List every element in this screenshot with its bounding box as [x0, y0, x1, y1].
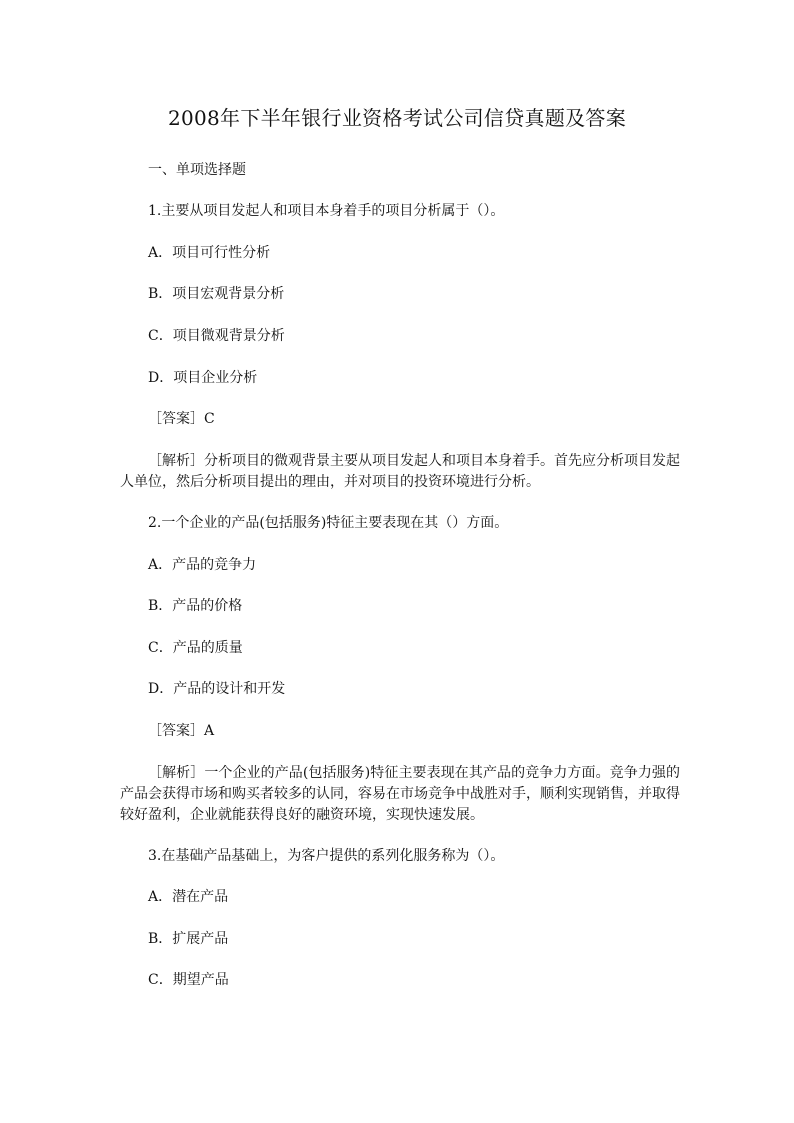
question-1-answer: ［答案］C — [148, 411, 215, 427]
question-2-analysis: ［解析］一个企业的产品(包括服务)特征主要表现在其产品的竞争力方面。竞争力强的产品会获得市场和购买者较多的认同，容易在市场竞争中战胜对手，顺利实现销售，并取得较好盈利，企业就能获得良好的融资环境，实现快速发展。 — [120, 765, 680, 823]
question-2-answer: ［答案］A — [148, 723, 215, 739]
question-1-analysis: ［解析］分析项目的微观背景主要从项目发起人和项目本身着手。首先应分析项目发起人单位，然后分析项目提出的理由，并对项目的投资环境进行分析。 — [120, 453, 680, 490]
question-1-option-c: C．项目微观背景分析 — [148, 328, 285, 344]
question-2-stem: 2.一个企业的产品(包括服务)特征主要表现在其（）方面。 — [148, 515, 509, 531]
question-3-option-c: C．期望产品 — [148, 972, 229, 988]
document-title: 2008年下半年银行业资格考试公司信贷真题及答案 — [167, 106, 627, 130]
question-2-option-c: C．产品的质量 — [148, 640, 243, 656]
question-3-option-b: B．扩展产品 — [148, 931, 229, 947]
question-2-option-d: D．产品的设计和开发 — [148, 681, 286, 697]
question-2-option-a: A．产品的竞争力 — [148, 557, 257, 573]
question-1-stem: 1.主要从项目发起人和项目本身着手的项目分析属于（）。 — [148, 203, 505, 219]
question-3-option-a: A．潜在产品 — [148, 889, 229, 905]
question-1-option-d: D．项目企业分析 — [148, 370, 258, 386]
question-2-option-b: B．产品的价格 — [148, 598, 243, 614]
question-1-option-b: B．项目宏观背景分析 — [148, 286, 285, 302]
question-3-stem: 3.在基础产品基础上，为客户提供的系列化服务称为（）。 — [148, 848, 505, 864]
question-1-option-a: A．项目可行性分析 — [148, 245, 271, 261]
section-heading: 一、单项选择题 — [148, 162, 246, 178]
